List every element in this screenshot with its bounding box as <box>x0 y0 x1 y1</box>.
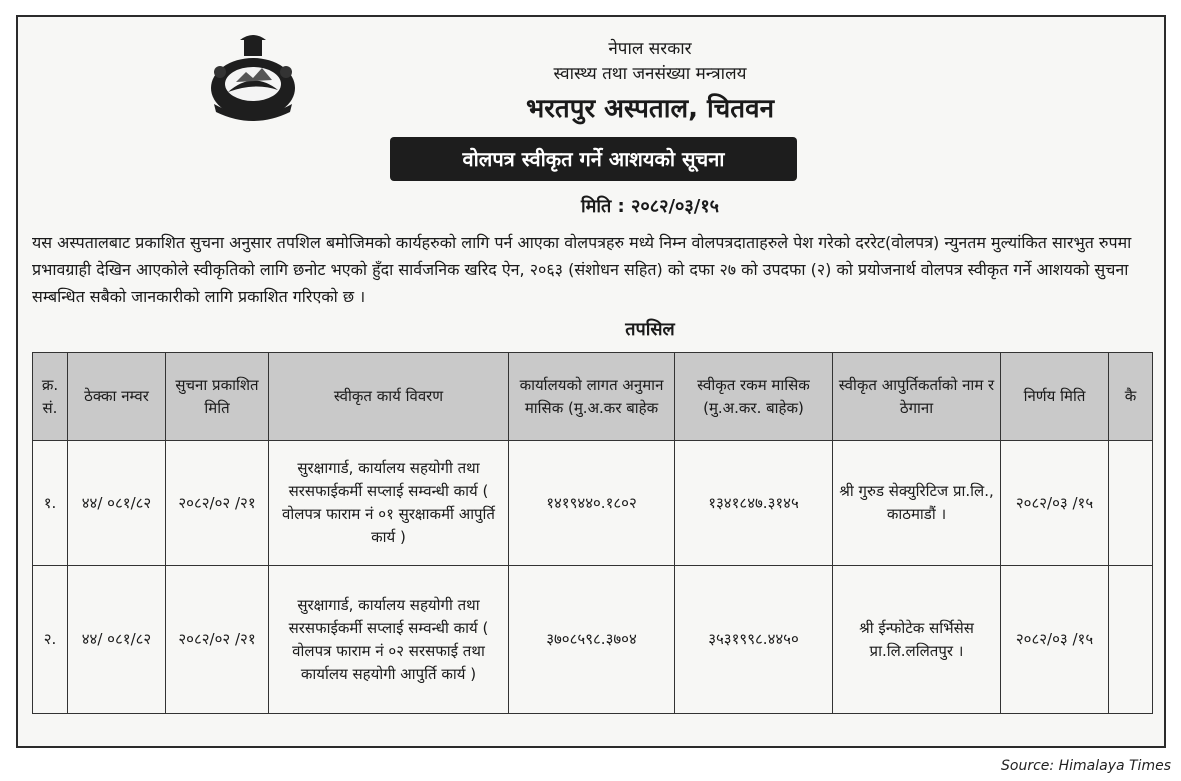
cell-published-date: २०८२/०२ /२१ <box>166 441 269 566</box>
col-header: निर्णय मिति <box>1001 353 1109 441</box>
table-row <box>33 441 1153 566</box>
award-table <box>32 352 1153 714</box>
cell-decision-date: २०८२/०३ /१५ <box>1001 566 1109 714</box>
cell-estimate: ३७०८५९८.३७०४ <box>509 566 675 714</box>
col-header: स्वीकृत आपुर्तिकर्ताको नाम र ठेगाना <box>833 353 1001 441</box>
col-header: कै <box>1109 353 1153 441</box>
table-header-row <box>33 353 1153 441</box>
cell-sn: २. <box>33 566 68 714</box>
col-header: क्र. सं. <box>33 353 68 441</box>
col-header: ठेक्का नम्वर <box>68 353 166 441</box>
cell-contract-no: ४४/ ०८१/८२ <box>68 441 166 566</box>
col-header: स्वीकृत रकम मासिक (मु.अ.कर. बाहेक) <box>675 353 833 441</box>
cell-remarks <box>1109 566 1153 714</box>
cell-published-date: २०८२/०२ /२१ <box>166 566 269 714</box>
cell-estimate: १४१९४४०.१८०२ <box>509 441 675 566</box>
cell-contract-no: ४४/ ०८१/८२ <box>68 566 166 714</box>
cell-remarks <box>1109 441 1153 566</box>
cell-approved-amount: ३५३१९९८.४४५० <box>675 566 833 714</box>
col-header: कार्यालयको लागत अनुमान मासिक (मु.अ.कर बाहेक <box>509 353 675 441</box>
cell-decision-date: २०८२/०३ /१५ <box>1001 441 1109 566</box>
ministry-name: स्वास्थ्य तथा जनसंख्या मन्त्रालय <box>553 64 747 84</box>
col-header: सुचना प्रकाशित मिति <box>166 353 269 441</box>
notice-body: यस अस्पतालबाट प्रकाशित सुचना अनुसार तपशिल बमोजिमको कार्यहरुको लागि पर्न आएका वोलपत्रहरु मध्ये निम्न वोलपत्रदाताहरुले पेश गरेको दररेट(वोलपत्र) न्युनतम मुल्यांकित सारभुत रुपमा प्रभावग्राही देखिन आएकोले स्वीकृतिको लागि छनोट भएको हुँदा सार्वजनिक खरिद ऐन, २०६३ (संशोधन सहित) को दफा २७ को उपदफा (२) को प्रयोजनार्थ वोलपत्र स्वीकृत गर्ने आशयको सुचना सम्बन्धित सबैको जानकारीको लागि प्रकाशित गरिएको छ । <box>32 233 1132 306</box>
notice-date: मिति : २०८२/०३/१५ <box>580 196 720 217</box>
table-row <box>33 566 1153 714</box>
source-credit: Source: Himalaya Times <box>1001 758 1171 774</box>
cell-description: सुरक्षागार्ड, कार्यालय सहयोगी तथा सरसफाईकर्मी सप्लाई सम्वन्धी कार्य ( वोलपत्र फाराम नं ०२ सरसफाई तथा कार्यालय सहयोगी आपुर्ति कार्य ) <box>269 566 509 714</box>
cell-sn: १. <box>33 441 68 566</box>
table-title: तपसिल <box>625 319 675 340</box>
notice-title-banner: वोलपत्र स्वीकृत गर्ने आशयको सूचना <box>390 137 797 181</box>
cell-supplier: श्री गुरुड सेक्युरिटिज प्रा.लि., काठमाडौं । <box>833 441 1001 566</box>
government-name: नेपाल सरकार <box>608 39 692 59</box>
cell-approved-amount: १३४१८४७.३१४५ <box>675 441 833 566</box>
nepal-emblem-icon <box>200 32 306 124</box>
cell-description: सुरक्षागार्ड, कार्यालय सहयोगी तथा सरसफाईकर्मी सप्लाई सम्वन्धी कार्य ( वोलपत्र फाराम नं ०१ सुरक्षाकर्मी आपुर्ति कार्य ) <box>269 441 509 566</box>
hospital-name: भरतपुर अस्पताल, चितवन <box>526 94 774 124</box>
cell-supplier: श्री ईन्फोटेक सर्भिसेस प्रा.लि.ललितपुर । <box>833 566 1001 714</box>
col-header: स्वीकृत कार्य विवरण <box>269 353 509 441</box>
